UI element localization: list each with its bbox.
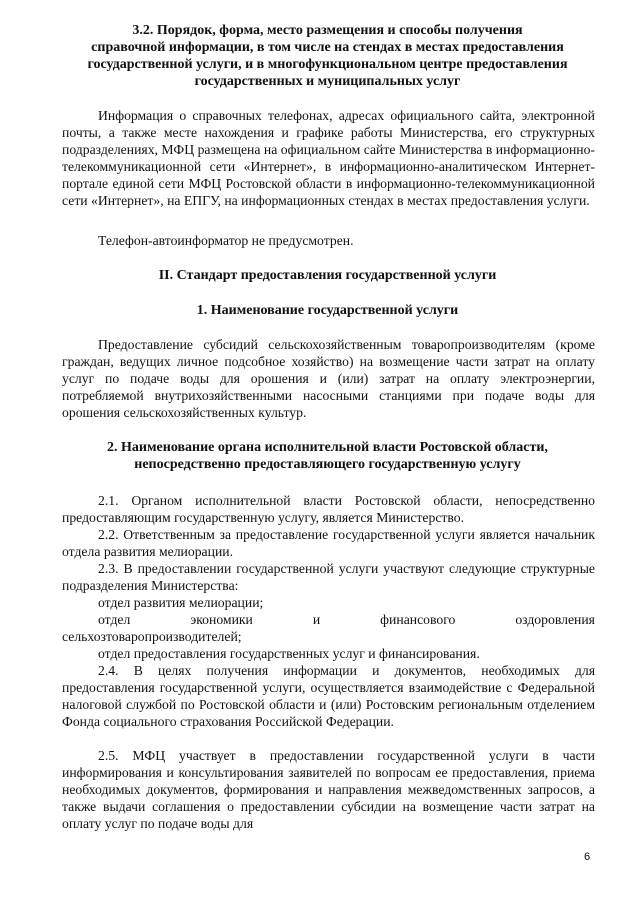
section-1-paragraph: Предоставление субсидий сельскохозяйственным товаропроизводителям (кроме граждан, ведущих личное подсобное хозяйство) на возмещение части затрат на оплату услуг по подаче воды для орошения и (или) затрат на оплату электроэнергии, потребляемой внутрихозяйственными насосными станциями при подаче воды для орошения сельскохозяйственных культур.	[62, 337, 595, 420]
department-item-1: отдел развития мелиорации;	[98, 595, 264, 610]
department-item-3: отдел предоставления государственных услуг и финансирования.	[98, 646, 480, 661]
paragraph-2-4: 2.4. В целях получения информации и документов, необходимых для предоставления государственной услуги, осуществляется взаимодействие с Федеральной налоговой службой по Ростовской области и (или) Ростовским региональным отделением Фонда социального страхования Российской Федерации.	[62, 663, 595, 729]
department-item-2-word: и	[312, 612, 321, 627]
department-item-2-word: оздоровления	[515, 612, 595, 627]
section-3-2-heading-line-3: государственной услуги, и в многофункциональном центре предоставления	[87, 57, 568, 72]
paragraph-2-3: 2.3. В предоставлении государственной услуги участвуют следующие структурные подразделения Министерства:	[62, 561, 595, 593]
department-item-2	[62, 611, 595, 628]
section-3-2-paragraph-1: Информация о справочных телефонах, адресах официального сайта, электронной почты, а также месте нахождения и графике работы Министерства, его структурных подразделениях, МФЦ размещена на официальном сайте Министерства в информационно-телекоммуникационной сети «Интернет», в информационно-аналитическом Интернет-портале единой сети МФЦ Ростовской области в информационно-телекоммуникационной сети «Интернет», на ЕПГУ, на информационных стендах в местах предоставления услуги.	[62, 108, 595, 208]
department-item-2-word: финансового	[380, 612, 456, 627]
paragraph-2-5: 2.5. МФЦ участвует в предоставлении государственной услуги в части информирования и консультирования заявителей по вопросам ее предоставления, приема необходимых документов, формирования и направления межведомственных запросов, а также выдачи соглашения о предоставлении субсидии на возмещение части затрат на оплату услуг по подаче воды для	[62, 748, 595, 831]
department-item-2-word: экономики	[190, 612, 253, 627]
section-1-heading: 1. Наименование государственной услуги	[196, 303, 459, 318]
page-number: 6	[584, 851, 591, 863]
section-II-heading: II. Стандарт предоставления государственной услуги	[158, 268, 497, 283]
section-3-2-heading-line-1: 3.2. Порядок, форма, место размещения и способы получения	[132, 23, 523, 38]
section-3-2-heading-line-2: справочной информации, в том числе на стендах в местах предоставления	[91, 40, 564, 55]
section-3-2-heading-line-4: государственных и муниципальных услуг	[194, 74, 461, 89]
department-item-2-word: отдел	[98, 612, 131, 627]
department-item-2-continuation: сельхозтоваропроизводителей;	[62, 629, 242, 644]
paragraph-2-1: 2.1. Органом исполнительной власти Ростовской области, непосредственно предоставляющим государственную услугу, является Министерство.	[62, 493, 595, 525]
paragraph-2-2: 2.2. Ответственным за предоставление государственной услуги является начальник отдела развития мелиорации.	[62, 527, 595, 559]
section-2-heading-line-1: 2. Наименование органа исполнительной власти Ростовской области,	[107, 440, 548, 455]
section-3-2-paragraph-2: Телефон-автоинформатор не предусмотрен.	[98, 233, 354, 248]
section-2-heading-line-2: непосредственно предоставляющего государственную услугу	[134, 457, 521, 472]
